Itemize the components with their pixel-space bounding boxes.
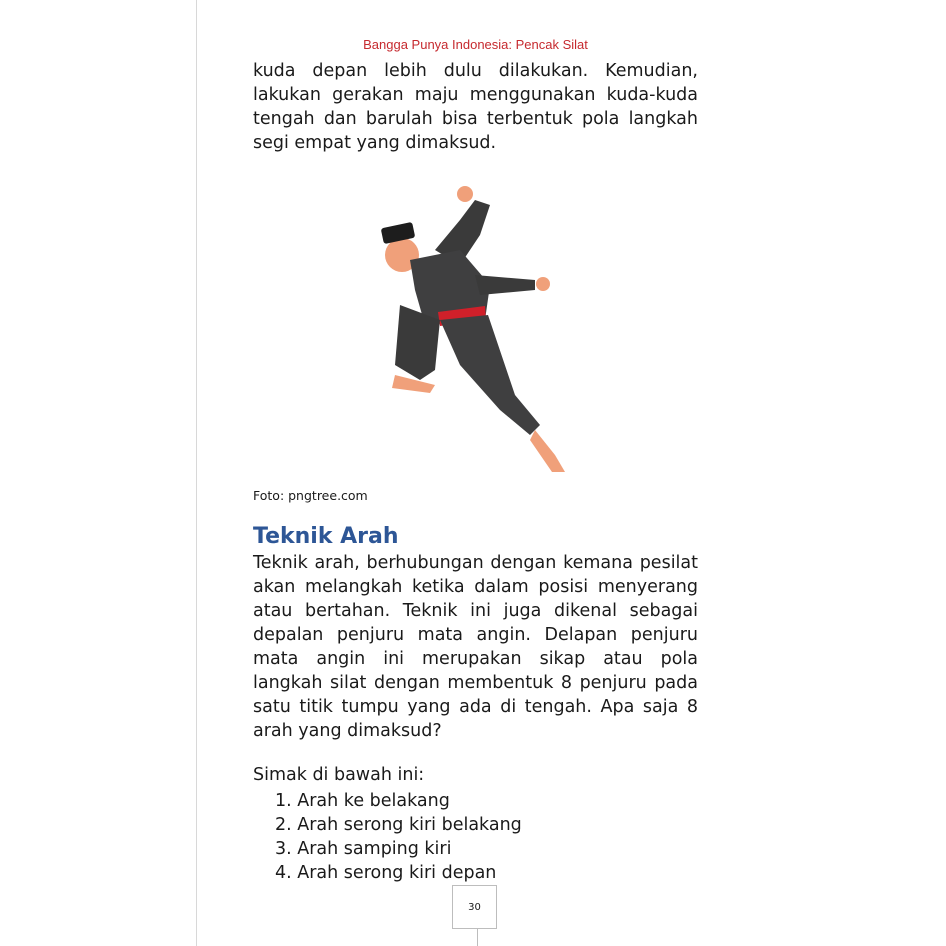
section-heading: Teknik Arah xyxy=(253,524,399,549)
page-edge-divider xyxy=(196,0,197,946)
pencak-silat-fighter-illustration xyxy=(340,180,600,480)
list-item: 1. Arah ke belakang xyxy=(275,791,450,811)
intro-paragraph: kuda depan lebih dulu dilakukan. Kemudian, lakukan gerakan maju menggunakan kuda-kuda tengah dan barulah bisa terbentuk pola langkah segi empat yang dimaksud. xyxy=(253,61,698,153)
list-item: 4. Arah serong kiri depan xyxy=(275,863,497,883)
running-header: Bangga Punya Indonesia: Pencak Silat xyxy=(363,37,588,52)
page-number: 30 xyxy=(452,885,497,929)
list-item: 2. Arah serong kiri belakang xyxy=(275,815,522,835)
list-intro: Simak di bawah ini: xyxy=(253,765,425,785)
page-number-connector xyxy=(477,929,478,946)
figure-caption: Foto: pngtree.com xyxy=(253,488,368,503)
list-item: 3. Arah samping kiri xyxy=(275,839,452,859)
direction-list xyxy=(275,789,522,885)
section-paragraph: Teknik arah, berhubungan dengan kemana pesilat akan melangkah ketika dalam posisi menyerang atau bertahan. Teknik ini juga dikenal sebagai depalan penjuru mata angin. Delapan penjuru mata angin ini merupakan sikap atau pola langkah silat dengan membentuk 8 penjuru pada satu titik tumpu yang ada di tengah. Apa saja 8 arah yang dimaksud? xyxy=(253,553,698,741)
